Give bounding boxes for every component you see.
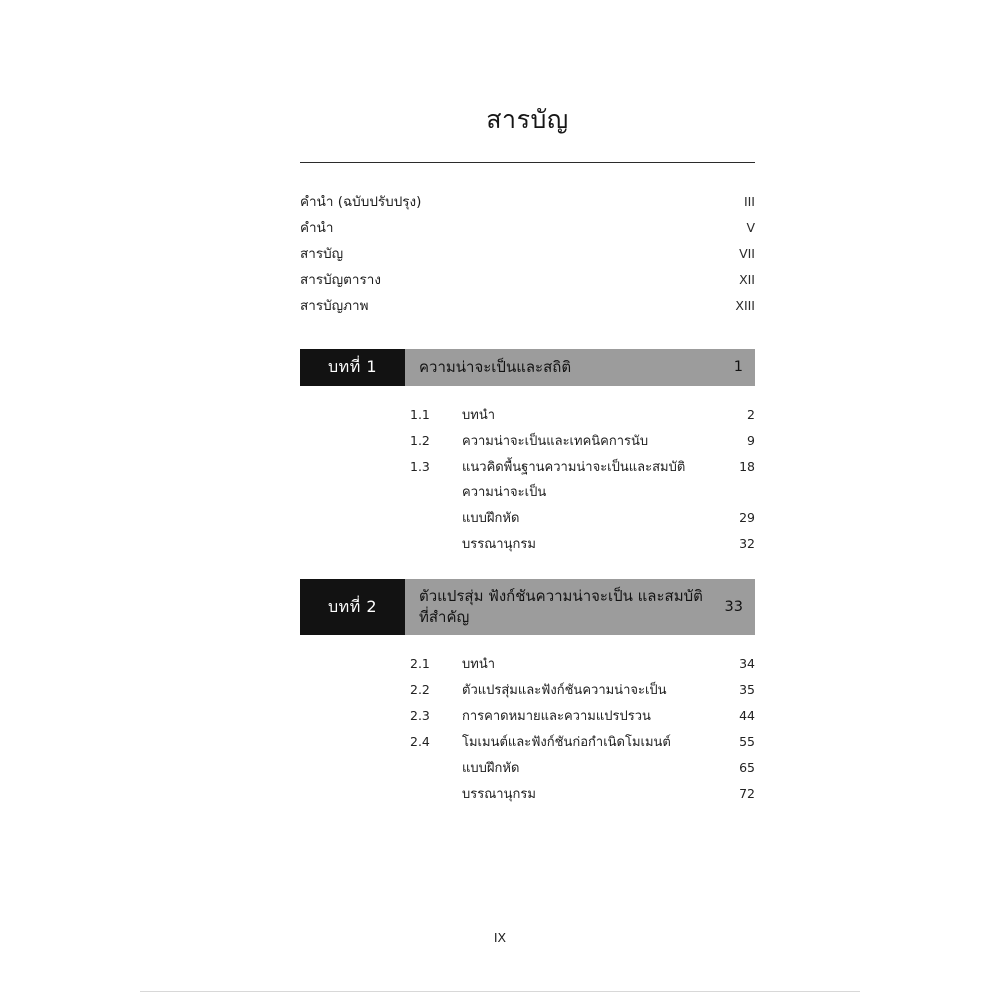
chapter-block-2 xyxy=(300,579,755,807)
section-title: บทนำ xyxy=(462,657,496,672)
title-divider xyxy=(300,162,755,163)
front-matter-label: คำนำ (ฉบับปรับปรุง) xyxy=(300,194,422,210)
front-matter-page: V xyxy=(746,220,755,235)
front-matter-page: XIII xyxy=(735,298,755,313)
list-item xyxy=(300,267,755,293)
front-matter-page: III xyxy=(743,194,755,209)
section-number: 1.3 xyxy=(410,459,430,474)
section-title: แบบฝึกหัด xyxy=(462,511,520,526)
table-row xyxy=(300,755,755,781)
chapter-title: ความน่าจะเป็นและสถิติ xyxy=(419,358,572,376)
footer-page-number: IX xyxy=(493,930,507,945)
table-row xyxy=(300,402,755,428)
section-title: แบบฝึกหัด xyxy=(462,761,520,776)
page-bottom-divider xyxy=(140,991,860,992)
table-row xyxy=(300,480,755,505)
section-page: 32 xyxy=(739,536,755,551)
section-page: 18 xyxy=(739,459,755,474)
front-matter-page: VII xyxy=(739,246,755,261)
table-row xyxy=(300,677,755,703)
section-page: 65 xyxy=(739,760,755,775)
section-page: 55 xyxy=(739,734,755,749)
table-row xyxy=(300,703,755,729)
section-page: 35 xyxy=(739,682,755,697)
page-title: สารบัญ xyxy=(486,105,569,134)
front-matter-label: คำนำ xyxy=(300,220,334,236)
section-page: 2 xyxy=(747,407,755,422)
chapter-tag: บทที่ 1 xyxy=(300,349,405,386)
section-title: การคาดหมายและความแปรปรวน xyxy=(462,709,651,724)
section-number: 1.1 xyxy=(410,407,430,422)
front-matter-list xyxy=(300,189,755,319)
front-matter-label: สารบัญภาพ xyxy=(300,298,369,314)
chapter-tag: บทที่ 2 xyxy=(300,579,405,635)
table-row xyxy=(300,729,755,755)
section-title: บทนำ xyxy=(462,408,496,423)
section-number: 1.2 xyxy=(410,433,430,448)
section-title: ความน่าจะเป็น xyxy=(462,485,547,500)
chapter-title: ตัวแปรสุ่ม ฟังก์ชันความน่าจะเป็น และสมบัติที่สำคัญ xyxy=(419,587,703,626)
chapter-block-1 xyxy=(300,349,755,557)
section-page: 72 xyxy=(739,786,755,801)
section-title: แนวคิดพื้นฐานความน่าจะเป็นและสมบัติ xyxy=(462,460,686,475)
chapter-page: 1 xyxy=(733,359,743,375)
section-number: 2.4 xyxy=(410,734,430,749)
table-row xyxy=(300,428,755,454)
section-number: 2.2 xyxy=(410,682,430,697)
front-matter-page: XII xyxy=(739,272,755,287)
section-page: 9 xyxy=(747,433,755,448)
section-title: ความน่าจะเป็นและเทคนิคการนับ xyxy=(462,434,649,449)
section-page: 29 xyxy=(739,510,755,525)
table-row xyxy=(300,651,755,677)
list-item xyxy=(300,215,755,241)
list-item xyxy=(300,189,755,215)
table-row xyxy=(300,531,755,557)
table-row xyxy=(300,505,755,531)
section-list xyxy=(300,651,755,807)
section-title: ตัวแปรสุ่มและฟังก์ชันความน่าจะเป็น xyxy=(462,683,667,698)
list-item xyxy=(300,241,755,267)
front-matter-label: สารบัญตาราง xyxy=(300,272,381,288)
chapter-header xyxy=(300,579,755,635)
section-page: 34 xyxy=(739,656,755,671)
list-item xyxy=(300,293,755,319)
section-number: 2.1 xyxy=(410,656,430,671)
chapter-band xyxy=(405,579,755,635)
section-title: บรรณานุกรม xyxy=(462,537,536,552)
chapter-page: 33 xyxy=(724,598,743,615)
table-row xyxy=(300,781,755,807)
toc-content xyxy=(300,100,755,807)
chapter-band xyxy=(405,349,755,386)
section-number: 2.3 xyxy=(410,708,430,723)
section-title: โมเมนต์และฟังก์ชันก่อกำเนิดโมเมนต์ xyxy=(462,735,671,750)
table-row xyxy=(300,454,755,480)
front-matter-label: สารบัญ xyxy=(300,246,344,262)
chapter-header xyxy=(300,349,755,386)
section-list xyxy=(300,402,755,557)
section-page: 44 xyxy=(739,708,755,723)
section-title: บรรณานุกรม xyxy=(462,787,536,802)
